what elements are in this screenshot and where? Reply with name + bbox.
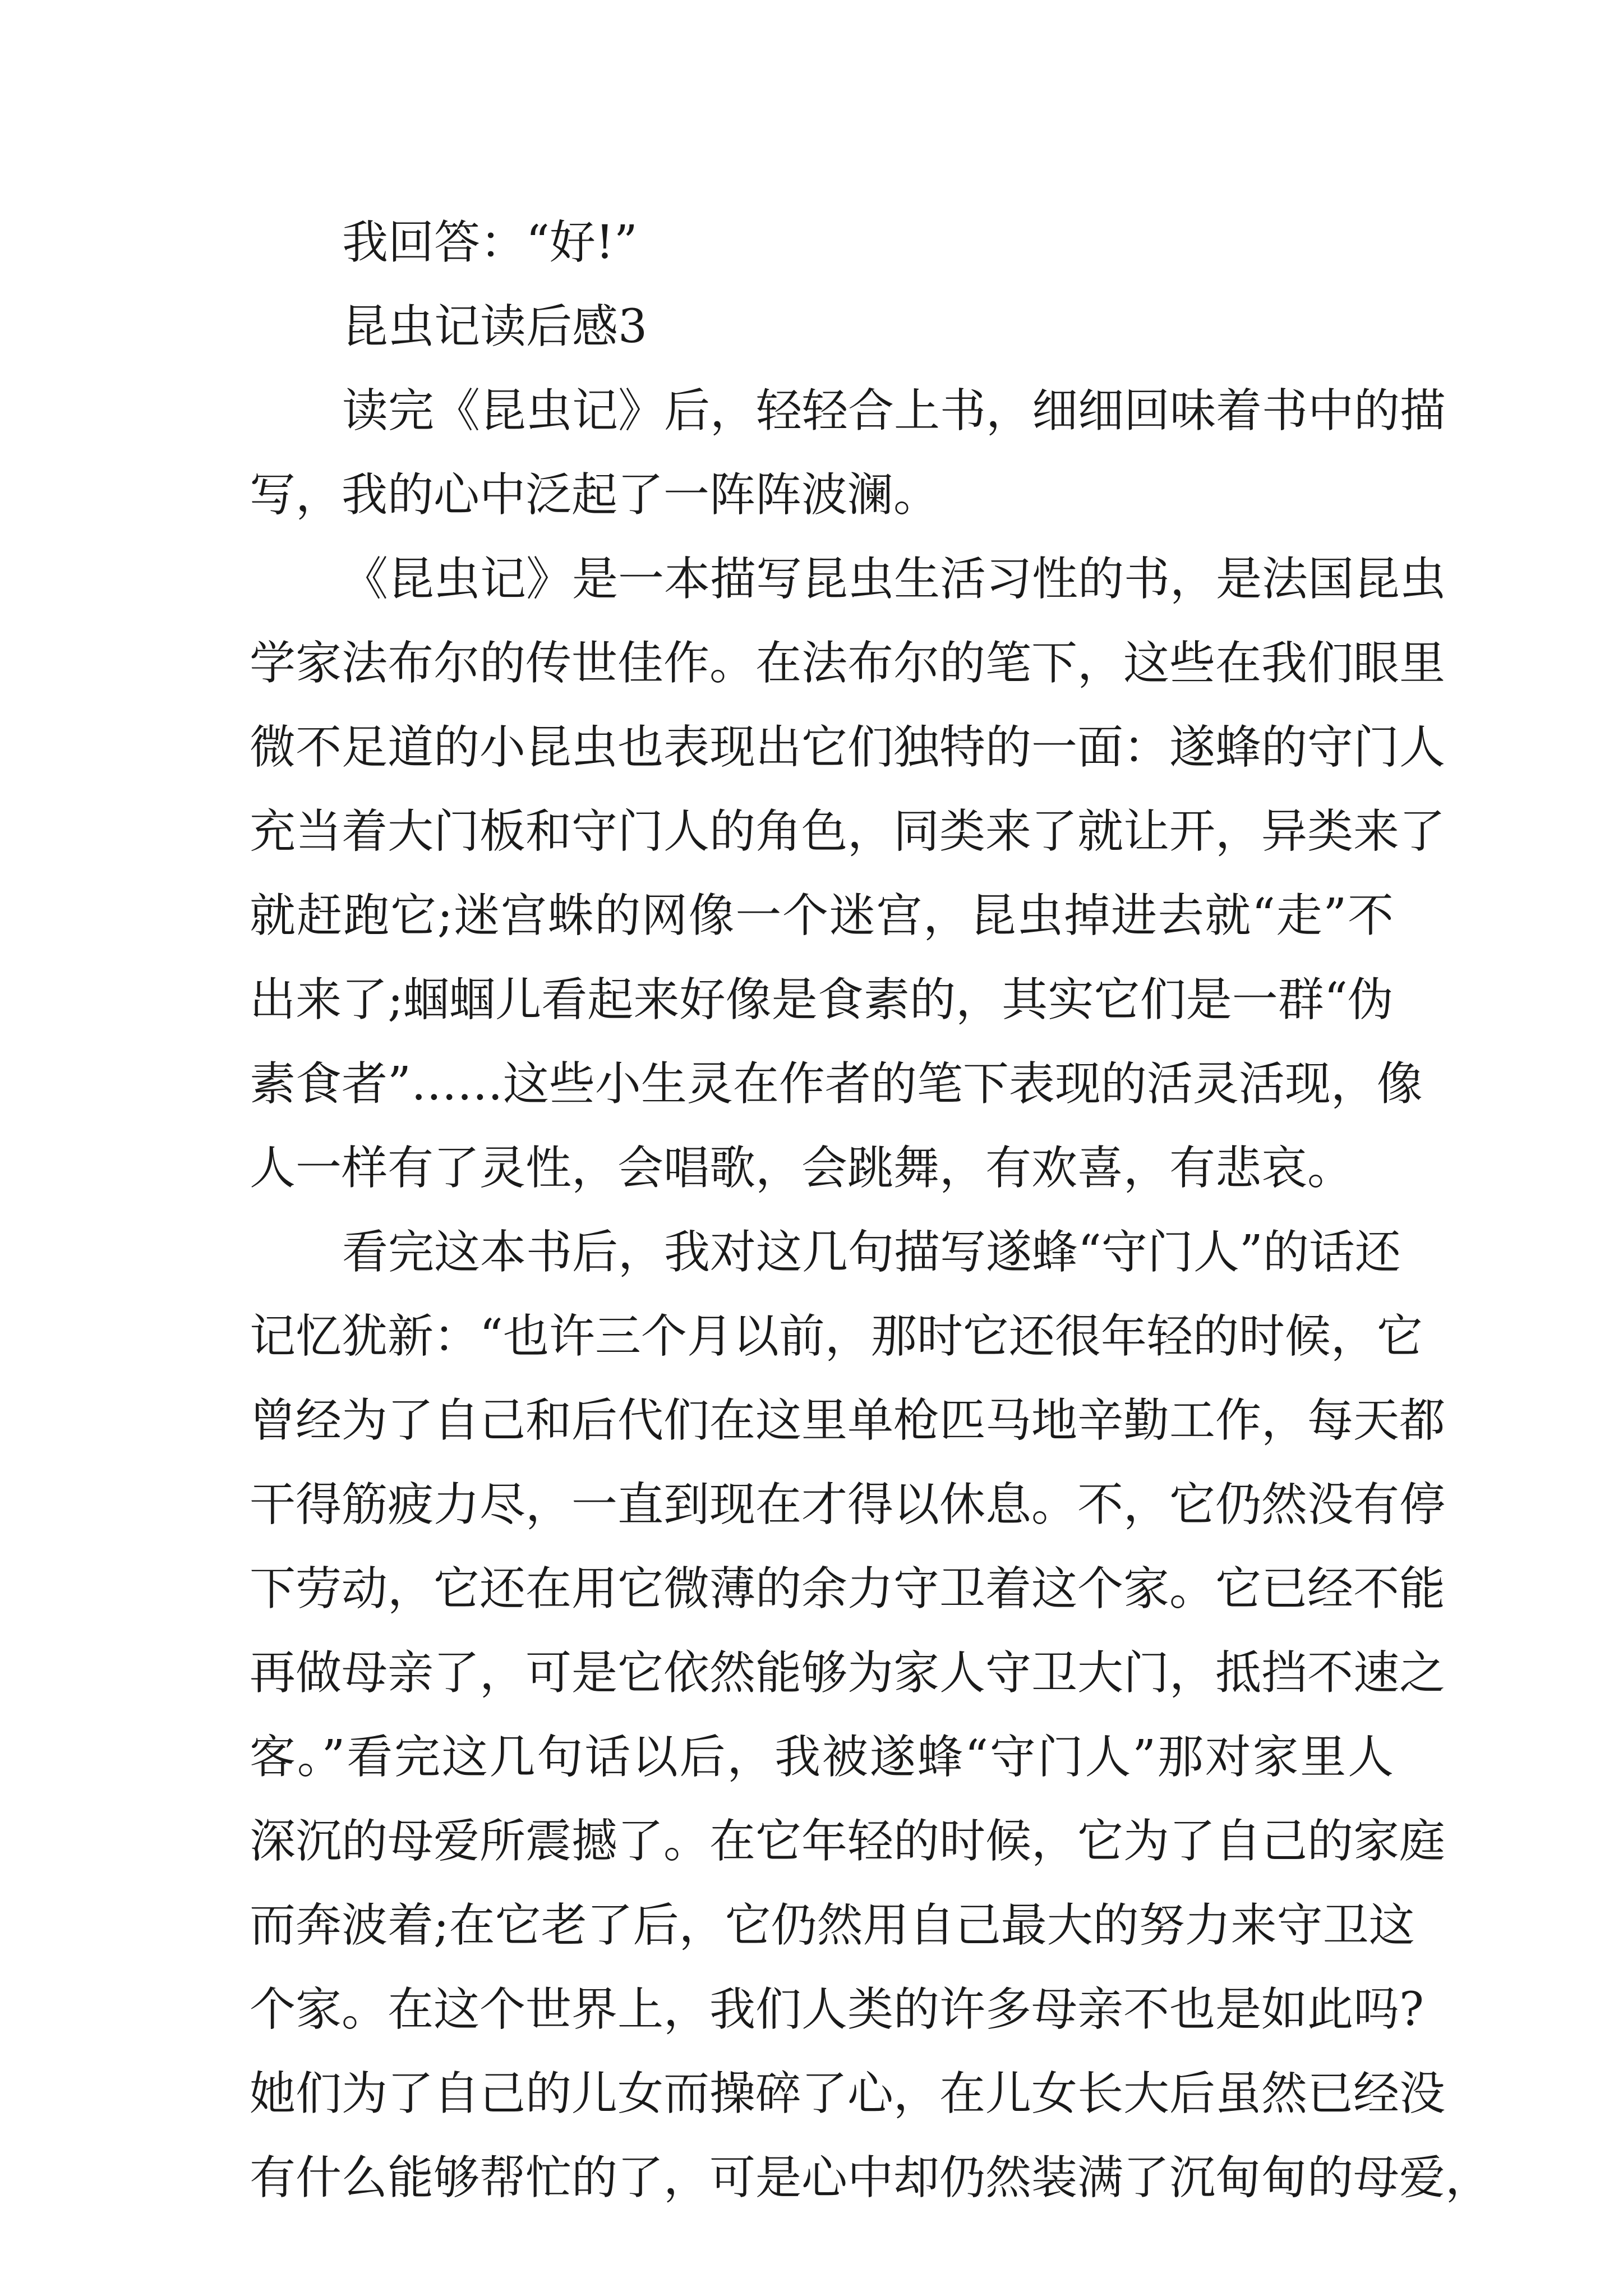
- paragraph-line: 《昆虫记》是一本描写昆虫生活习性的书，是法国昆虫: [342, 553, 1446, 606]
- paragraph-line: 深沉的母爱所震撼了。在它年轻的时候，它为了自己的家庭: [250, 1815, 1446, 1868]
- paragraph-line: 记忆犹新：“也许三个月以前，那时它还很年轻的时候，它: [250, 1310, 1423, 1363]
- paragraph-line: 干得筋疲力尽，一直到现在才得以休息。不，它仍然没有停: [250, 1478, 1446, 1531]
- paragraph-line: 就赶跑它;迷宫蛛的网像一个迷宫，昆虫掉进去就“走”不: [250, 889, 1394, 942]
- paragraph-line: 看完这本书后，我对这几句描写遂蜂“守门人”的话还: [342, 1226, 1401, 1279]
- paragraph-line: 个家。在这个世界上，我们人类的许多母亲不也是如此吗?: [250, 1983, 1424, 2036]
- reply-line: 我回答：“好!”: [342, 216, 638, 269]
- essay-body: [250, 201, 1492, 2220]
- paragraph-line: 充当着大门板和守门人的角色，同类来了就让开，异类来了: [250, 805, 1446, 858]
- paragraph-line: 素食者”……这些小生灵在作者的笔下表现的活灵活现，像: [250, 1057, 1423, 1111]
- paragraph-line: 读完《昆虫记》后，轻轻合上书，细细回味着书中的描: [342, 384, 1446, 438]
- paragraph-line: 写，我的心中泛起了一阵阵波澜。: [250, 468, 940, 522]
- paragraph-line: 学家法布尔的传世佳作。在法布尔的笔下，这些在我们眼里: [250, 637, 1446, 690]
- paragraph-line: 人一样有了灵性，会唱歌，会跳舞，有欢喜，有悲哀。: [250, 1142, 1354, 1195]
- paragraph-line: 有什么能够帮忙的了，可是心中却仍然装满了沉甸甸的母爱，: [250, 2151, 1492, 2205]
- paragraph-line: 而奔波着;在它老了后，它仍然用自己最大的努力来守卫这: [250, 1899, 1415, 1952]
- paragraph-line: 曾经为了自己和后代们在这里单枪匹马地辛勤工作，每天都: [250, 1394, 1446, 1447]
- paragraph-line: 微不足道的小昆虫也表现出它们独特的一面：遂蜂的守门人: [250, 721, 1446, 774]
- paragraph-line: 出来了;蝈蝈儿看起来好像是食素的，其实它们是一群“伪: [250, 973, 1394, 1027]
- paragraph-line: 客。”看完这几句话以后，我被遂蜂“守门人”那对家里人: [250, 1731, 1394, 1784]
- section-heading: 昆虫记读后感3: [342, 300, 648, 353]
- paragraph-line: 她们为了自己的儿女而操碎了心，在儿女长大后虽然已经没: [250, 2067, 1446, 2120]
- paragraph-line: 再做母亲了，可是它依然能够为家人守卫大门，抵挡不速之: [250, 1646, 1446, 1700]
- paragraph-line: 下劳动，它还在用它微薄的余力守卫着这个家。它已经不能: [250, 1562, 1446, 1616]
